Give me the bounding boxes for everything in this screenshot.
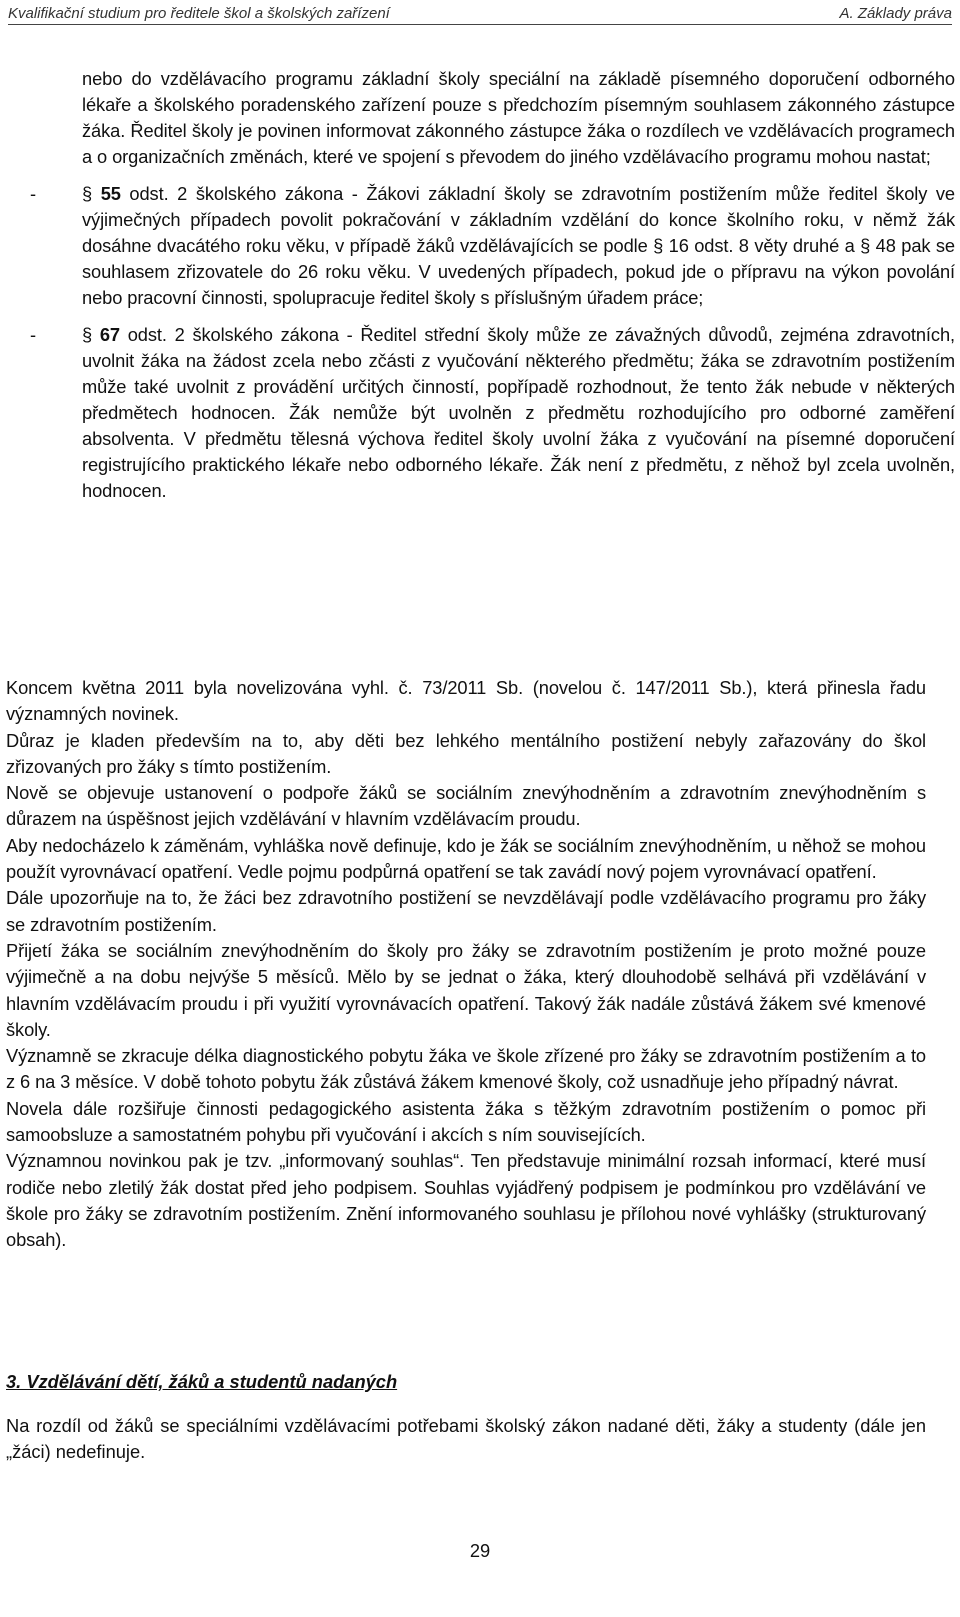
bullet-dash: - (30, 324, 36, 345)
bullet-dash: - (30, 183, 36, 204)
section-number: 55 (100, 183, 121, 204)
section-sign: § (82, 183, 93, 204)
page-number: 29 (469, 1540, 491, 1561)
bullet-text: odst. 2 školského zákona - Žákovi základní školy se zdravotním postižením může ředitel školy ve výjimečných případech povolit pokračování v základním vzdělání do konce školního roku, v němž žák dosáhne dvacátého roku věku, v případě žáků vzdělávajících se podle § 16 odst. 8 věty druhé a § 48 pak se souhlasem zřizovatele do 26 roku věku. V uvedených případech, pokud jde o přípravu na výkon povolání nebo pracovní činnosti, spolupracuje ředitel školy s příslušným úřadem práce; (82, 183, 956, 308)
page-header (8, 0, 952, 25)
paragraph: Aby nedocházelo k záměnám, vyhláška nově definuje, kdo je žák se sociálním znevýhodněním, u něhož se mohou použít vyrovnávací opatření. Vedle pojmu podpůrná opatření se tak zavádí nový pojem vyrovnávací opatření. (6, 834, 926, 883)
legal-provisions (0, 66, 960, 504)
bullet-text: odst. 2 školského zákona - Ředitel střední školy může ze závažných důvodů, zejména zdravotních, uvolnit žáka na žádost zcela nebo zčásti z vyučování některého předmětu; žáka se zdravotním postižením může také uvolnit z provádění určitých činností, popřípadě rozhodnout, že tento žák nebude v některých předmětech hodnocen. Žák nemůže být uvolněn z předmětu rozhodujícího pro odborné zaměření absolventa. V předmětu tělesná výchova ředitel školy uvolní žáka z vyučování na písemné doporučení registrujícího praktického lékaře nebo odborného lékaře. Žák není z předmětu, z něhož byl zcela uvolněn, hodnocen. (82, 324, 955, 501)
section-number: 67 (99, 324, 120, 345)
bullet-item (30, 322, 955, 504)
paragraph: Dále upozorňuje na to, že žáci bez zdravotního postižení se nevzdělávají podle vzdělávacího programu pro žáky se zdravotním postižením. (6, 887, 926, 935)
paragraph: Koncem května 2011 byla novelizována vyhl. č. 73/2011 Sb. (novelou č. 147/2011 Sb.), která přinesla řadu významných novinek. (6, 677, 926, 725)
section-sign: § (82, 324, 93, 345)
continuation-paragraph (82, 66, 955, 170)
closing-paragraph: Na rozdíl od žáků se speciálními vzdělávacími potřebami školský zákon nadané děti, žáky a studenty (dále jen „žáci) nedefinuje. (6, 1415, 926, 1463)
amendment-description (6, 675, 926, 1254)
header-course-title: Kvalifikační studium pro ředitele škol a školských zařízení (8, 5, 390, 22)
section-heading: 3. Vzdělávání dětí, žáků a studentů nadaných (6, 1371, 398, 1392)
paragraph: Přijetí žáka se sociálním znevýhodněním do školy pro žáky se zdravotním postižením je proto možné pouze výjimečně a na dobu nejvýše 5 měsíců. Mělo by se jednat o žáka, který dlouhodobě selhává při vzdělávání v hlavním vzdělávacím proudu i při využití vyrovnávacích opatření. Takový žák nadále zůstává žákem své kmenové školy. (6, 939, 926, 1040)
continuation-text: nebo do vzdělávacího programu základní školy speciální na základě písemného doporučení odborného lékaře a školského poradenského zařízení pouze s předchozím písemným souhlasem zákonného zástupce žáka. Ředitel školy je povinen informovat zákonného zástupce žáka o rozdílech ve vzdělávacích programech a o organizačních změnách, které ve spojení s převodem do jiného vzdělávacího programu mohou nastat; (82, 68, 955, 167)
paragraph: Nově se objevuje ustanovení o podpoře žáků se sociálním znevýhodněním a zdravotním znevýhodněním s důrazem na úspěšnost jejich vzdělávání v hlavním vzdělávacím proudu. (6, 782, 926, 830)
paragraph: Významnou novinkou pak je tzv. „informovaný souhlas“. Ten představuje minimální rozsah informací, které musí rodiče nebo zletilý žák dostat před jeho podpisem. Souhlas vyjádřený podpisem je podmínkou pro vzdělávání ve škole pro žáky se zdravotním postižením. Znění informovaného souhlasu je přílohou nové vyhlášky (strukturovaný obsah). (6, 1150, 926, 1251)
bullet-item (30, 181, 956, 311)
paragraph: Významně se zkracuje délka diagnostického pobytu žáka ve škole zřízené pro žáky se zdravotním postižením a to z 6 na 3 měsíce. V době tohoto pobytu žák zůstává žákem kmenové školy, což usnadňuje jeho případný návrat. (6, 1045, 926, 1093)
paragraph: Novela dále rozšiřuje činnosti pedagogického asistenta žáka s těžkým zdravotním postižením o pomoc při samoobsluze a samostatném pohybu při vyučování i akcích s ním souvisejících. (6, 1097, 926, 1146)
paragraph: Důraz je kladen především na to, aby děti bez lehkého mentálního postižení nebyly zařazovány do škol zřizovaných pro žáky s tímto postižením. (6, 729, 926, 777)
header-section-title: A. Základy práva (839, 5, 952, 22)
